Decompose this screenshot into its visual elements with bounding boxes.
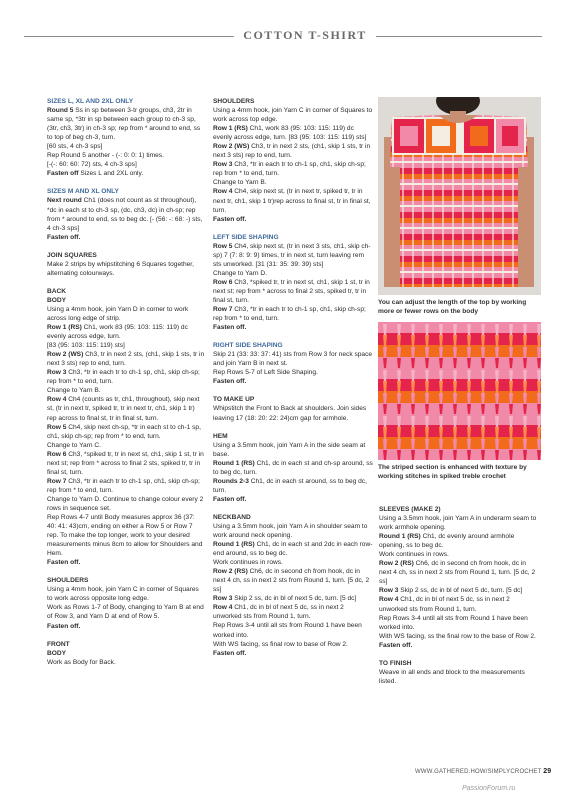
instruction-paragraph	[47, 495, 205, 513]
instruction-paragraph	[47, 305, 205, 323]
row-label: Row 1 (RS)	[213, 125, 248, 133]
instruction-text: Change to Yarn D.	[213, 269, 268, 277]
instruction-text: Ch1, work 83 (95: 103: 115: 119) dc evenly across edge, turn.	[47, 324, 188, 341]
instruction-text: Work continues in rows.	[213, 559, 283, 567]
row-label: Fasten off.	[213, 215, 247, 223]
page-title: COTTON T-SHIRT	[243, 28, 367, 42]
row-label: Row 4	[213, 604, 233, 612]
instruction-paragraph	[47, 386, 205, 395]
instruction-paragraph	[47, 395, 205, 422]
instruction-paragraph	[379, 586, 537, 595]
column-2	[213, 97, 373, 658]
section-heading	[47, 97, 205, 106]
instruction-paragraph	[213, 603, 373, 621]
instruction-paragraph	[379, 595, 537, 613]
instruction-text: Ch6, dc in second ch from hook, dc in next 4 ch, ss in next 2 sts from Round 1, turn. [5 dc, 2 ss]	[213, 568, 370, 594]
instruction-text: Change to Yarn C.	[47, 441, 102, 449]
title-rule-right	[376, 36, 542, 37]
section-heading-text: HEM	[213, 432, 228, 440]
instruction-paragraph	[379, 614, 537, 632]
instruction-paragraph	[47, 233, 205, 242]
row-label: Row 6	[47, 450, 67, 458]
instruction-text: Ch1, dc in bl of next 5 dc, ss in next 2 unworked sts from Round 1, turn.	[213, 604, 344, 621]
instruction-paragraph	[213, 323, 373, 332]
instruction-paragraph	[213, 305, 373, 323]
instruction-paragraph	[47, 151, 205, 160]
spacer	[47, 567, 205, 576]
section-heading	[47, 287, 205, 296]
footer	[415, 768, 551, 775]
instruction-text: Make 2 strips by whipstitching 6 Squares together, alternating colourways.	[47, 260, 194, 277]
instruction-paragraph	[213, 621, 373, 639]
section-heading	[213, 395, 373, 404]
spacer	[47, 178, 205, 187]
row-label: Fasten off.	[213, 649, 247, 657]
row-label: Fasten off.	[47, 559, 81, 567]
row-label: Round 1 (RS)	[379, 533, 421, 541]
spacer	[213, 224, 373, 233]
section-heading	[47, 187, 205, 196]
row-label: Row 2 (WS)	[213, 143, 250, 151]
section-heading-text: RIGHT SIDE SHAPING	[213, 342, 283, 350]
section-heading	[213, 97, 373, 106]
instruction-text: Ch4, skip next st, (tr in next 3 sts, ch1, skip ch-sp) 7 (7: 8: 9: 9) times, tr in next st, turn leaving rem sts unworked. [31 (31: 35: 39: 39) sts]	[213, 242, 371, 268]
instruction-paragraph	[213, 522, 373, 540]
section-heading	[47, 640, 205, 649]
instruction-paragraph	[379, 641, 537, 650]
row-label: Fasten off.	[213, 324, 247, 332]
instruction-text: Work continues in rows.	[379, 551, 449, 559]
section-heading-text: BODY	[47, 296, 67, 304]
instruction-paragraph	[47, 341, 205, 350]
instruction-paragraph	[213, 269, 373, 278]
instruction-text: Using a 4mm hook, join Yarn D in corner to work across long edge of strip.	[47, 305, 189, 322]
instruction-paragraph	[47, 106, 205, 142]
row-label: Row 2 (RS)	[379, 560, 414, 568]
instruction-paragraph	[213, 495, 373, 504]
instruction-paragraph	[213, 640, 373, 649]
instruction-text: Ch4, skip next st, (tr in next tr, spiked tr, tr in next tr, ch1, skip 1 tr)rep across to final st, tr in final st, turn.	[213, 188, 371, 214]
row-label: Row 3	[213, 161, 233, 169]
instruction-text: Weave in all ends and block to the measurements listed.	[379, 668, 525, 685]
instruction-paragraph	[213, 540, 373, 558]
column-1	[47, 97, 205, 667]
instruction-text: Ch3, tr in next 2 sts, (ch1, skip 1 sts, tr in next 3 sts) rep to end, turn.	[213, 143, 371, 160]
section-heading-text: TO FINISH	[379, 659, 412, 667]
row-label: Row 3	[47, 369, 67, 377]
instruction-text: Ch3, *spiked tr, tr in next st, ch1, skip 1 st, tr in next st; rep from * across to final 2 sts, spiked tr, tr in final st, turn.	[213, 278, 370, 304]
photo-model-tshirt	[378, 97, 541, 295]
instruction-paragraph	[47, 603, 205, 621]
instruction-paragraph	[47, 196, 205, 232]
section-heading-text: TO MAKE UP	[213, 396, 255, 404]
instruction-text: With WS facing, ss final row to base of Row 2.	[213, 640, 348, 648]
instruction-text: Using a 4mm hook, join Yarn C in corner of Squares to work across top edge.	[213, 107, 373, 124]
section-heading	[47, 251, 205, 260]
photo1-caption: You can adjust the length of the top by working more or fewer rows on the body	[378, 299, 527, 315]
instruction-text: Ch1 (does not count as st throughout), *dc in each st to ch-3 sp, (dc, ch3, dc) in ch-sp; rep from * around to end, ss to beg dc. [- (56: -: 68: -) sts, 4 ch-3 sps]	[47, 197, 203, 232]
section-heading	[47, 649, 205, 658]
watermark: PassionForum.ru	[462, 785, 516, 792]
instruction-paragraph	[213, 404, 373, 422]
instruction-paragraph	[47, 450, 205, 477]
instruction-text: [83 (95: 103: 115: 119) sts]	[47, 342, 125, 350]
instruction-text: Ch3, *tr in each tr to ch-1 sp, ch1, skip ch-sp; rep from * to end, turn.	[213, 161, 366, 178]
row-label: Row 3	[213, 595, 233, 603]
section-heading-text: LEFT SIDE SHAPING	[213, 233, 279, 241]
row-label: Row 1 (RS)	[47, 324, 82, 332]
instruction-text: Ch1, work 83 (95: 103: 115: 119) dc evenly across edge, turn. [83 (95: 103: 115: 119) sts]	[213, 125, 367, 142]
instruction-paragraph	[379, 532, 537, 550]
instruction-paragraph	[213, 142, 373, 160]
instruction-text: Ch1, dc in each st and 2dc in each row-end around, ss to beg dc.	[213, 541, 373, 558]
instruction-text: With WS facing, ss the final row to the base of Row 2.	[379, 632, 536, 640]
row-label: Round 5	[47, 107, 74, 115]
instruction-text: Change to Yarn B.	[213, 179, 267, 187]
instruction-paragraph	[379, 632, 537, 641]
section-heading-text: SLEEVES (MAKE 2)	[379, 506, 441, 513]
instruction-paragraph	[213, 178, 373, 187]
section-heading	[379, 659, 537, 668]
instruction-text: Change to Yarn B.	[47, 387, 101, 395]
row-label: Row 5	[213, 242, 233, 250]
spacer	[213, 332, 373, 341]
instruction-text: Whipstitch the Front to Back at shoulders. Join sides leaving 17 (18: 20: 22: 24)cm gap for armhole.	[213, 405, 367, 422]
instruction-text: Using a 4mm hook, join Yarn C in corner of Squares to work across opposite long edge.	[47, 586, 199, 603]
instruction-text: [-(-: 60: 60: 72) sts, 4 ch-3 sps]	[47, 161, 137, 169]
row-label: Row 4	[379, 596, 399, 604]
instruction-text: Skip 2 ss, dc in bl of next 5 dc, turn. [5 dc]	[232, 595, 357, 603]
row-label: Fasten off	[47, 170, 79, 178]
instruction-paragraph	[47, 622, 205, 631]
instruction-text: Ch3, *tr in each tr to ch-1 sp, ch1, skip ch-sp; rep from * to end, turn.	[213, 306, 366, 323]
instruction-text: Ss in sp between 3-tr groups, ch3, 2tr in same sp, *3tr in sp between each group to ch-3 sp, (3tr, ch3, 3tr) in ch-3 sp; rep from * around to end, ss to top of beg ch-3, turn.	[47, 107, 201, 142]
row-label: Row 2 (RS)	[213, 568, 248, 576]
spacer	[47, 278, 205, 287]
photo2-caption: The striped section is enhanced with texture by working stitches in spiked treble crochet	[378, 464, 527, 480]
instruction-text: Ch1, dc evenly around armhole opening, ss to beg dc.	[379, 533, 515, 550]
instruction-text: Work as Body for Back.	[47, 658, 116, 666]
footer-url[interactable]: WWW.GATHERED.HOW/SIMPLYCROCHET	[415, 769, 542, 775]
row-label: Fasten off.	[213, 378, 247, 386]
spacer	[47, 242, 205, 251]
row-label: Row 7	[47, 477, 67, 485]
instruction-paragraph	[47, 350, 205, 368]
section-heading-text: SHOULDERS	[47, 577, 89, 585]
row-label: Rounds 2-3	[213, 477, 249, 485]
instruction-paragraph	[47, 142, 205, 151]
instruction-paragraph	[213, 215, 373, 224]
instruction-paragraph	[47, 169, 205, 178]
section-heading-text: SIZES L, XL AND 2XL ONLY	[47, 98, 134, 105]
row-label: Fasten off.	[379, 641, 413, 649]
column-3	[379, 505, 537, 686]
section-heading	[213, 341, 373, 350]
instruction-text: Ch6, dc in second ch from hook, dc in next 4 ch, ss in next 2 sts from Round 1, turn. [5 dc, 2 ss]	[379, 560, 536, 586]
section-heading-text: JOIN SQUARES	[47, 251, 97, 259]
row-label: Fasten off.	[213, 495, 247, 503]
instruction-paragraph	[213, 649, 373, 658]
instruction-paragraph	[47, 658, 205, 667]
page-number: 29	[543, 768, 552, 775]
section-heading	[213, 513, 373, 522]
instruction-text: Work as Rows 1-7 of Body, changing to Yarn B at end of Row 3, and Yarn D at end of Row 5.	[47, 604, 204, 621]
instruction-paragraph	[47, 441, 205, 450]
spacer	[213, 504, 373, 513]
instruction-paragraph	[213, 278, 373, 305]
instruction-text: Ch3, *tr in each tr to ch-1 sp, ch1, skip ch-sp; rep from * to end, turn.	[47, 369, 200, 386]
spacer	[213, 386, 373, 395]
instruction-text: Change to Yarn D. Continue to change colour every 2 rows in sequence set.	[47, 495, 204, 512]
photo-stitch-closeup	[378, 322, 541, 460]
instruction-paragraph	[213, 124, 373, 142]
instruction-paragraph	[379, 550, 537, 559]
instruction-paragraph	[47, 558, 205, 567]
instruction-text: Rep Rows 3-4 until all sts from Round 1 have been worked into.	[379, 614, 528, 631]
row-label: Round 1 (RS)	[213, 541, 255, 549]
instruction-text: Ch3, *spiked tr, tr in next st, ch1, skip 1 st, tr in next st; rep from * across to final 2 sts, spiked tr, tr in final st, turn.	[47, 450, 204, 476]
instruction-paragraph	[47, 513, 205, 558]
instruction-paragraph	[213, 567, 373, 594]
instruction-paragraph	[47, 260, 205, 278]
instruction-text: Ch3, tr in next 2 sts, (ch1, skip 1 sts, tr in next 3 sts) rep to end, turn.	[47, 351, 205, 368]
section-heading-text: SIZES M AND XL ONLY	[47, 188, 119, 196]
row-label: Fasten off.	[47, 622, 81, 630]
instruction-text: Ch4, skip next ch-sp, *tr in each st to ch-1 sp, ch1, skip ch-sp; rep from * to end, turn.	[47, 423, 201, 440]
section-heading-text: FRONT	[47, 640, 70, 648]
instruction-paragraph	[213, 441, 373, 459]
section-heading-text: BODY	[47, 649, 67, 657]
row-label: Fasten off.	[47, 233, 81, 241]
instruction-text: [60 sts, 4 ch-3 sps]	[47, 143, 103, 151]
row-label: Row 4	[213, 188, 233, 196]
row-label: Row 5	[47, 423, 67, 431]
instruction-paragraph	[47, 423, 205, 441]
instruction-paragraph	[213, 594, 373, 603]
section-heading-text: SHOULDERS	[213, 98, 255, 105]
instruction-paragraph	[379, 668, 537, 686]
title-rule-left	[24, 36, 234, 37]
instruction-paragraph	[47, 585, 205, 603]
instruction-paragraph	[213, 459, 373, 477]
row-label: Next round	[47, 197, 82, 205]
instruction-paragraph	[213, 187, 373, 214]
instruction-paragraph	[379, 514, 537, 532]
instruction-paragraph	[213, 477, 373, 495]
instruction-paragraph	[47, 477, 205, 495]
instruction-paragraph	[47, 160, 205, 169]
section-heading	[47, 296, 205, 305]
row-label: Row 3	[379, 587, 399, 595]
instruction-text: Skip 2 ss, dc in bl of next 5 dc, turn. [5 dc]	[398, 587, 523, 595]
instruction-text: Using a 3.5mm hook, join Yarn A in underarm seam to work armhole opening.	[379, 515, 537, 532]
row-label: Row 6	[213, 278, 233, 286]
spacer	[379, 650, 537, 659]
instruction-text: Ch3, *tr in each tr to ch-1 sp, ch1, skip ch-sp; rep from * to end, turn.	[47, 477, 200, 494]
spacer	[213, 423, 373, 432]
row-label: Row 2 (WS)	[47, 351, 84, 359]
instruction-text: Using a 3.5mm hook, join Yarn A in shoulder seam to work around neck opening.	[213, 522, 368, 540]
instruction-paragraph	[379, 559, 537, 586]
row-label: Round 1 (RS)	[213, 459, 255, 467]
instruction-text: Ch1, dc in each st around, ss to beg dc, turn.	[213, 477, 367, 494]
instruction-text: Ch1, dc in bl of next 5 dc, ss in next 2 unworked sts from Round 1, turn.	[379, 596, 510, 613]
section-heading	[379, 505, 537, 514]
instruction-text: Using a 3.5mm hook, join Yarn A in the side seam at base.	[213, 441, 366, 458]
instruction-paragraph	[47, 368, 205, 386]
instruction-text: Ch1, dc in each st and ch-sp around, ss to beg dc, turn.	[213, 459, 373, 476]
section-heading	[47, 576, 205, 585]
instruction-paragraph	[213, 558, 373, 567]
row-label: Row 4	[47, 396, 67, 404]
section-heading	[213, 233, 373, 242]
instruction-paragraph	[213, 242, 373, 269]
instruction-text: Ch4 (counts as tr, ch1, throughout), skip next st, (tr in next tr, spiked tr, tr in next tr, ch1, skip 1 tr) rep across to final st, tr in final st, turn.	[47, 396, 200, 422]
section-heading	[213, 432, 373, 441]
instruction-text: Rep Rows 3-4 until all sts from Round 1 have been worked into.	[213, 622, 362, 639]
instruction-text: Sizes L and 2XL only.	[78, 170, 144, 178]
instruction-paragraph	[47, 323, 205, 341]
spacer	[47, 631, 205, 640]
instruction-text: Rep Rows 5-7 of Left Side Shaping.	[213, 369, 318, 377]
instruction-paragraph	[213, 377, 373, 386]
instruction-paragraph	[213, 160, 373, 178]
section-heading-text: BACK	[47, 287, 67, 295]
instruction-text: Rep Round 5 another - (-: 0: 0: 1) times.	[47, 152, 164, 160]
section-heading-text: NECKBAND	[213, 513, 251, 521]
instruction-paragraph	[213, 350, 373, 368]
instruction-text: Skip 21 (33: 33: 37: 41) sts from Row 3 for neck space and join Yarn B in next st.	[213, 351, 373, 368]
row-label: Row 7	[213, 306, 233, 314]
instruction-text: Rep Rows 4-7 until Body measures approx 36 (37: 40: 41: 43)cm, ending on either a Row 5 or Row 7 rep. To make the top longer, work to your desired measurements minus 8cm to allow for Shoulders and Hem.	[47, 514, 203, 558]
instruction-paragraph	[213, 106, 373, 124]
instruction-paragraph	[213, 368, 373, 377]
